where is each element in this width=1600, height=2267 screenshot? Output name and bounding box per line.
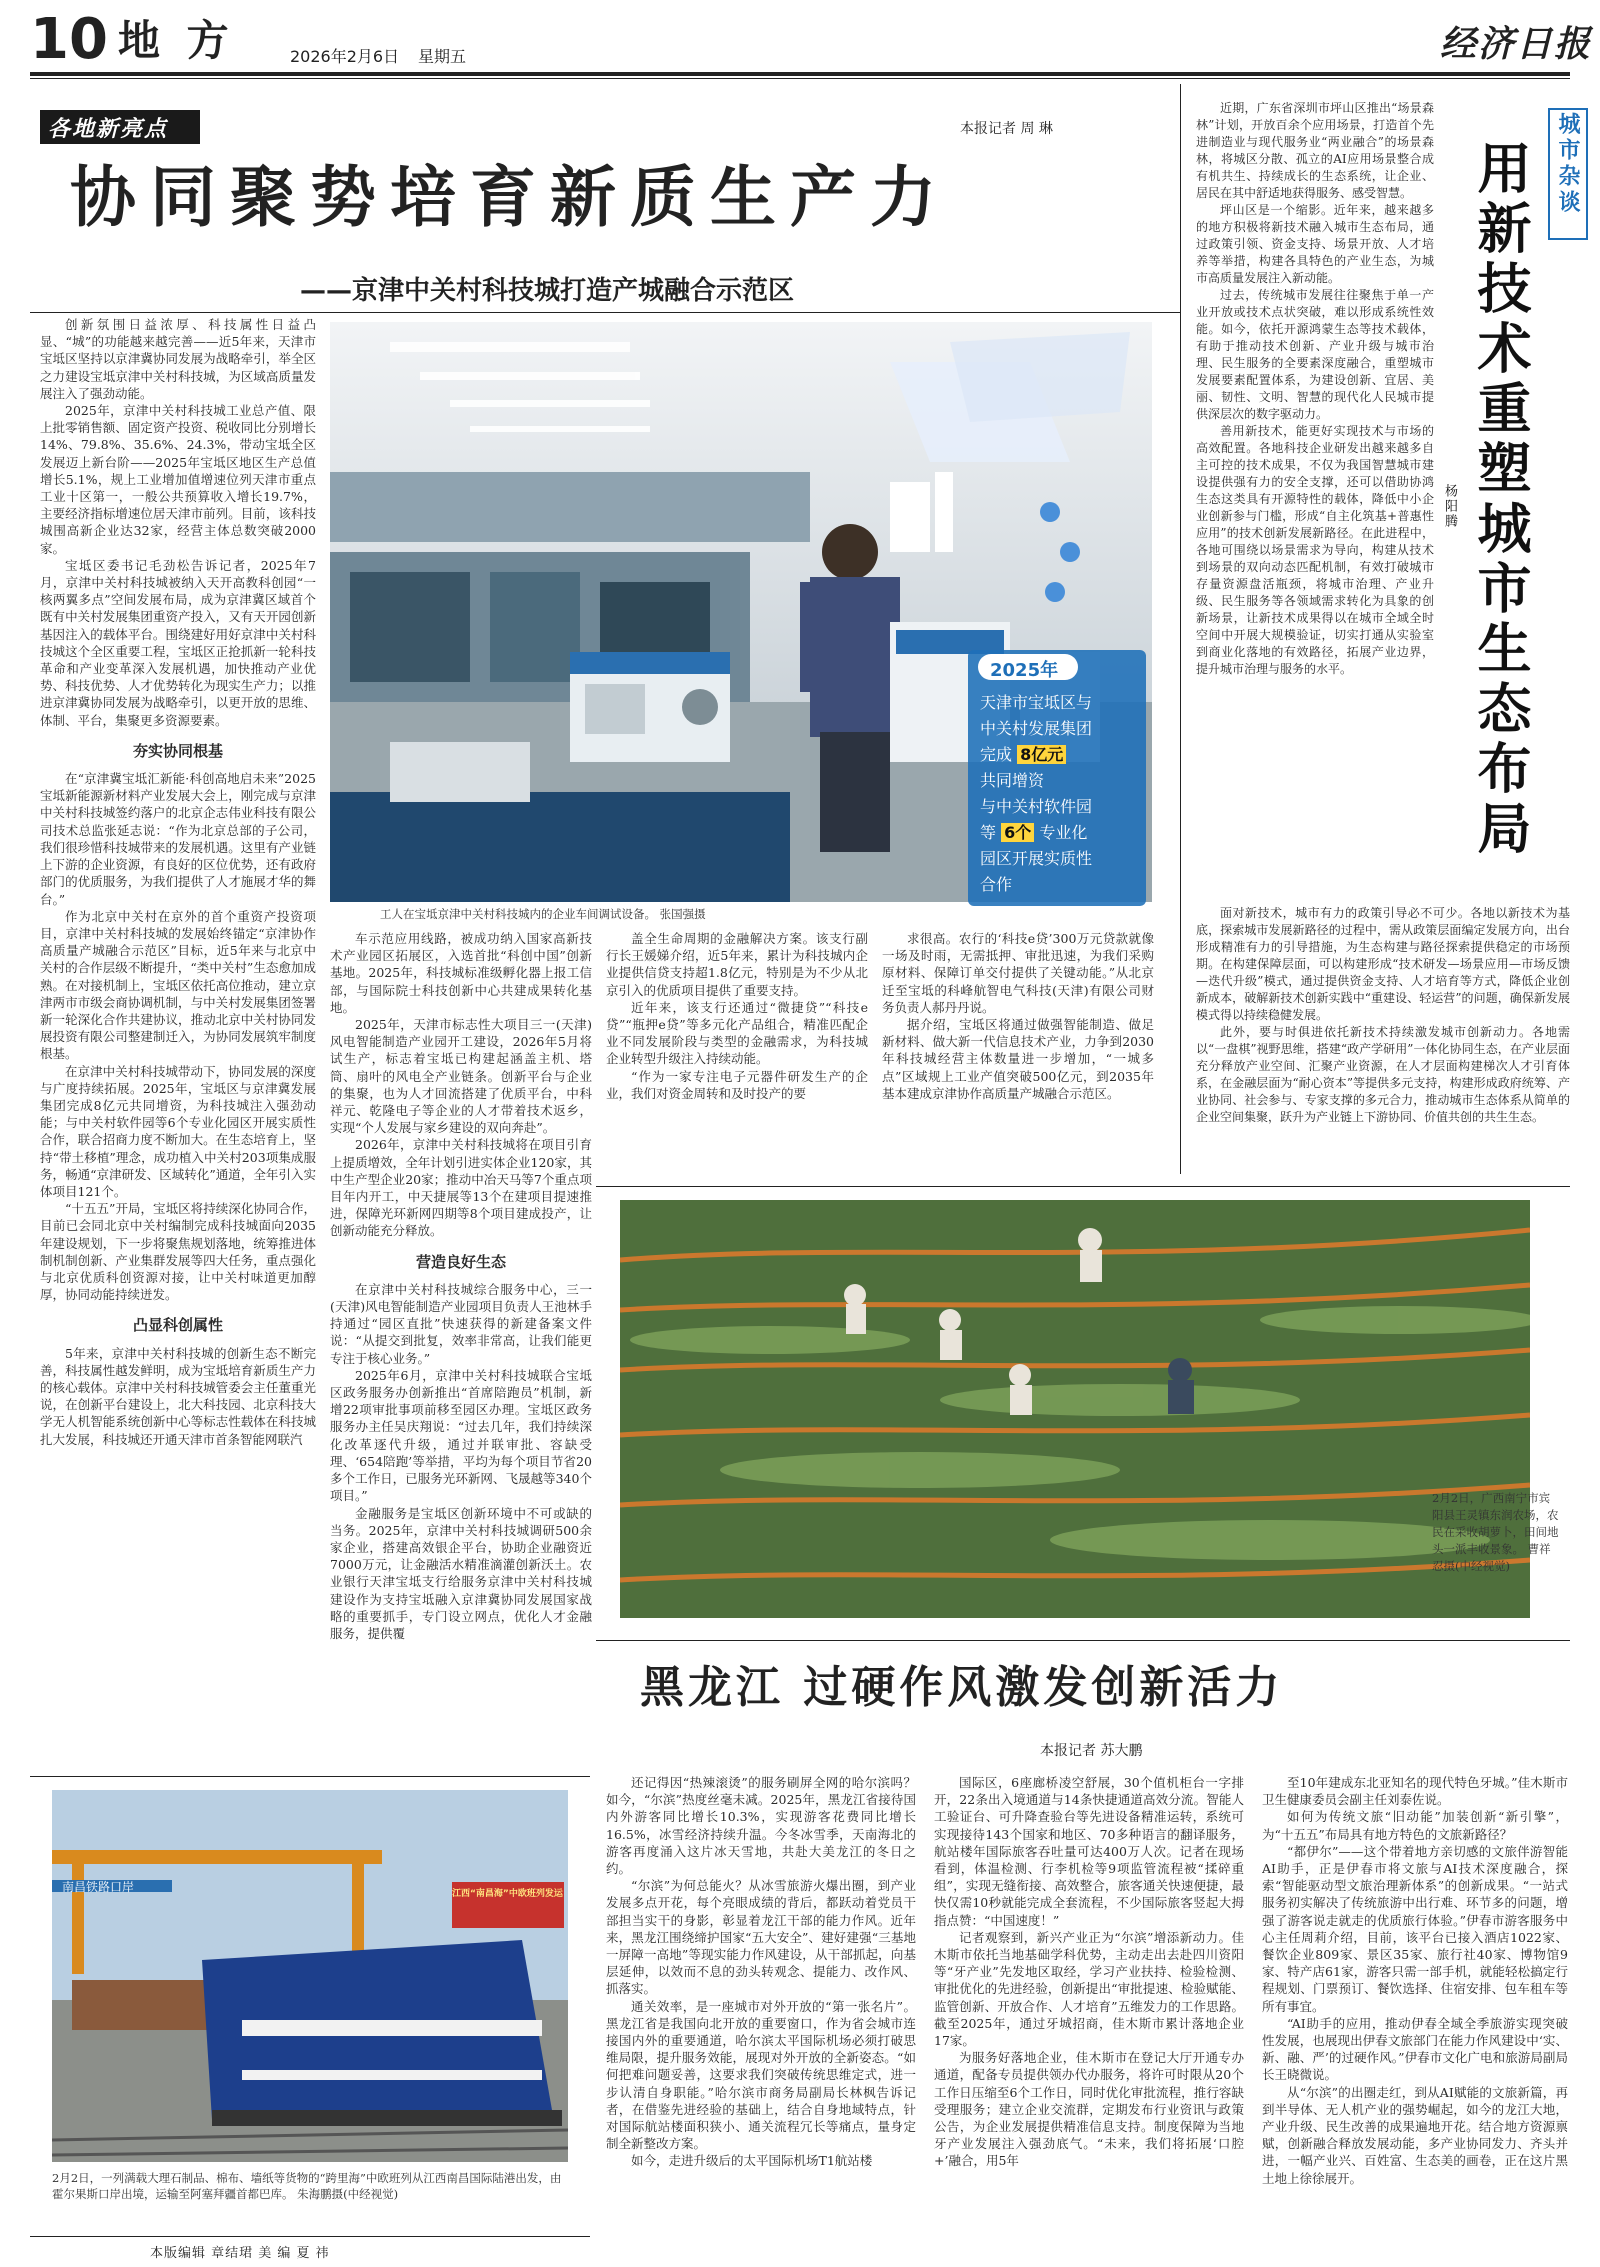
page-number: 10 [30, 7, 108, 72]
paragraph: 通关效率，是一座城市对外开放的“第一张名片”。黑龙江省是我国向北开放的重要窗口，作为省会城市连接国内外的重要通道，哈尔滨太平国际机场必须打破思维局限，提升服务效能，展现对外开放的全新姿态。“如何把难问题妥善，这要求我们突破传统思维定式，进一步认清自身职能。”哈尔滨市商务局副局长林枫告诉记者，在借鉴先进经验的基础上，结合自身地域特点，针对国际航站楼面积狭小、通关流程冗长等痛点，量身定制全新整改方案。 [606, 1998, 916, 2152]
subheading: 营造良好生态 [415, 1252, 506, 1271]
page-editors: 本版编辑 章结珺 美 编 夏 祎 [150, 2246, 330, 2261]
issue-date: 2026年2月6日 [290, 47, 400, 66]
masthead-rule-thin [30, 78, 1570, 79]
train-photo [52, 1790, 568, 2162]
paragraph: 5年来，京津中关村科技城的创新生态不断完善，科技属性越发鲜明，成为宝坻培育新质生产力的核心载体。京津中关村科技城管委会主任董重光说，在创新平台建设上，北大科技园、北京科技大学无人机智能系统创新中心等标志性载体在科技城扎大发展，科技城还开通天津市首条智能网联汽 [40, 1345, 316, 1447]
article2-rule [596, 1640, 1570, 1641]
paragraph: 盖全生命周期的金融解决方案。该支行副行长王媛娣介绍，近5年来，累计为科技城内企业提供信贷支持超1.8亿元，特别是为不少从北京引入的优质项目提供了重要支持。 [606, 931, 868, 998]
infobox-line-part: 等 [980, 823, 997, 842]
infobox-line [980, 742, 1140, 768]
infobox-line: 合作 [980, 875, 1013, 894]
paragraph: “作为一家专注电子元器件研发生产的企业，我们对资金周转和及时投产的要 [606, 1068, 868, 1101]
paragraph: 近期，广东省深圳市坪山区推出“场景森林”计划，开放百余个应用场景，打造首个先进制造业与现代服务业“两业融合”的场景森林，将城区分散、孤立的AI应用场景整合成有机共生、持续成长的生态系统，让企业、居民在其中舒适地获得服务、感受智慧。 [1196, 101, 1434, 200]
paragraph: 金融服务是宝坻区创新环境中不可或缺的当务。2025年，京津中关村科技城调研500余家企业，搭建高效银企平台，协助企业融资近7000万元，让金融活水精准滴灌创新沃土。农业银行天津宝坻支行给服务京津中关村科技城建设作为支持宝坻融入京津冀协同发展国家战略的重要抓手，专门设立网点，优化人才金融服务，提供覆 [330, 1505, 592, 1641]
paragraph: 据介绍，宝坻区将通过做强智能制造、做足新材料、做大新一代信息技术产业，力争到2030年科技城经营主体数量进一步增加，“一城多点”区域规上工业产值突破500亿元，到2035年基本建成京津协作高质量产城融合示范区。 [882, 1017, 1154, 1101]
paragraph: 面对新技术，城市有力的政策引导必不可少。各地以新技术为基底，探索城市发展新路径的过程中，需从政策层面编定发展方向，出台形成精准有力的引导措施，为生态构建与路径探索提供稳定的市场预期。在构建保障层面，可以构建形成“技术研发—场景应用—市场反馈—迭代升级”模式，通过提供资金支持、人才培育等方式，降低企业创新成本，破解新技术创新实践中“重建设、轻运营”的问题，确保新发展模式得以持续稳健发展。 [1196, 906, 1570, 1022]
paragraph: 从“尔滨”的出圈走红，到从AI赋能的文旅新篇，再到半导体、无人机产业的强势崛起，如今的龙江大地，产业升级、民生改善的成果遍地开花。结合地方资源禀赋，创新融合释放发展动能，多产业协同发力、齐头并进，一幅产业兴、百姓富、生态美的画卷，正在这片黑土地上徐徐展开。 [1262, 2084, 1568, 2186]
header-divider [30, 312, 1180, 313]
train-banner: 江西“南昌海”中欧班列发运 [452, 1889, 563, 1899]
paragraph: 创新氛围日益浓厚、科技属性日益凸显、“城”的功能越来越完善——近5年来，天津市宝坻区坚持以京津冀协同发展为战略牵引，举全区之力建设宝坻京津中关村科技城，为区域高质量发展注入了强劲动能。 [40, 317, 316, 401]
sidebar-text-upper [1196, 100, 1434, 900]
sidebar-text-lower [1196, 905, 1570, 1175]
infobox-text [980, 690, 1140, 898]
infobox-line: 中关村发展集团 [980, 719, 1093, 738]
photo-frame-top [596, 1186, 1570, 1187]
paragraph: 在“京津冀宝坻汇新能·科创高地启未来”2025宝坻新能源新材料产业发展大会上，刚完成与京津中关村科技城签约落户的北京企志伟业科技有限公司技术总监张延志说：“作为北京总部的子公司，我们很珍惜科技城带来的发展机遇。这里有产业链上下游的企业资源，有良好的区位优势，还有政府部门的优质服务，为我们提供了人才施展才华的舞台。” [40, 771, 316, 907]
issue-weekday: 星期五 [418, 47, 467, 66]
infobox-line-part: 完成 [980, 745, 1013, 764]
infobox-line: 共同增资 [980, 771, 1045, 790]
paragraph: 在京津中关村科技城带动下，协同发展的深度与广度持续拓展。2025年，宝坻区与京津冀发展集团完成8亿元共同增资，为科技城注入强劲动能；与中关村软件园等6个专业化园区开展实质性合作，联合招商力度不断加大。在生态培育上，坚持“带土移植”理念，成功植入中关村203项集成服务，畅通“京津研发、区域转化”通道，全年引入实体项目121个。 [40, 1063, 316, 1199]
paragraph: 善用新技术，能更好实现技术与市场的高效配置。各地科技企业研发出越来越多自主可控的技术成果，不仅为我国智慧城市建设提供强有力的安全支撑，还可以借助协鸿生态这类具有开源特性的载体，降低中小企业创新参与门槛，形成“自主化筑基+普惠性应用”的技术创新发展新路径。在此进程中，各地可围绕以场景需求为导向，构建从技术到场景的双向动态匹配机制，有效打破城市存量资源盘活瓶颈，将城市治理、产业升级、民生服务等各领域需求转化为具象的创新场景，让新技术成果得以在城市全域全时空间中开展大规模验证，切实打通从实验室到商业化落地的有效路径，拓展产业边界，提升城市治理与服务的水平。 [1196, 424, 1434, 676]
infobox-year: 2025年 [990, 660, 1059, 681]
paragraph: 过去，传统城市发展往往聚焦于单一产业开放或技术点状突破，难以形成系统性效能。如今，依托开源鸿蒙生态等技术载体，有助于推动技术创新、产业升级与城市治理、民生服务的全要素深度融合，重塑城市发展要素配置体系，为建设创新、宜居、美丽、韧性、文明、智慧的现代化人民城市提供深层次的数字驱动力。 [1196, 288, 1434, 421]
paragraph: 车示范应用线路，被成功纳入国家高新技术产业园区拓展区，入选首批“科创中国”创新基地。2025年，科技城标准级孵化器上报工信部，与国际院士科技创新中心共建成果转化基地。 [330, 931, 592, 1015]
paragraph: 至10年建成东北亚知名的现代特色牙城。”佳木斯市卫生健康委员会副主任刘泰佐说。 [1262, 1775, 1568, 1808]
subheading: 凸显科创属性 [132, 1316, 223, 1335]
article2-headline: 黑龙江 过硬作风激发创新活力 [640, 1662, 1284, 1713]
article2-column-3 [1262, 1774, 1568, 2244]
article-subtitle: ——京津中关村科技城打造产城融合示范区 [300, 276, 795, 306]
infobox-line: 园区开展实质性 [980, 849, 1093, 868]
paragraph: 为服务好落地企业，佳木斯市在登记大厅开通专办通道，配备专员提供领办代办服务，将许可时限从20个工作日压缩至6个工作日，同时优化审批流程，推行容缺受理服务；建立企业交流群，定期发布行业资讯与政策公告，为企业发展提供精准信息支持。制度保障为当地牙产业发展注入强劲底气。“未来，我们将拓展‘口腔+’融合，用5年 [934, 2050, 1244, 2169]
paragraph: 如今，走进升级后的太平国际机场T1航站楼 [631, 2153, 873, 2169]
paragraph: 在京津中关村科技城综合服务中心，三一(天津)风电智能制造产业园项目负责人王池林手持通过“园区直批”快速获得的新建备案文件说：“从提交到批复，效率非常高，让我们能更专注于核心业务。” [330, 1281, 592, 1366]
paragraph: 作为北京中关村在京外的首个重资产投资项目，京津中关村科技城的发展始终锚定“京津协作高质量产城融合示范区”目标，近5年来与北京中关村的合作层级不断提升，“类中关村”生态愈加成熟。在对接机制上，宝坻区依托高位推动，建立京津两市市级会商协调机制，与中关村发展集团签署新一轮深化合作共建协议，推动北京中关村协同发展投资有限公司整建制迁入，为协同发展筑牢制度根基。 [40, 908, 316, 1062]
infobox-count: 6个 [1001, 823, 1034, 842]
article2-byline: 本报记者 苏大鹏 [1040, 1743, 1143, 1759]
infobox-line: 与中关村软件园 [980, 797, 1093, 816]
paragraph: 近年来，该支行还通过“微捷贷”“科技e贷”“瓶押e贷”等多元化产品组合，精准匹配企业不同发展阶段与类型的金融需求，为科技城企业转型升级注入持续动能。 [606, 999, 868, 1067]
article2-column-1 [606, 1774, 916, 2244]
article2-column-2 [934, 1774, 1244, 2244]
infobox-line: 天津市宝坻区与 [980, 693, 1093, 712]
section-name: 地 方 [118, 16, 235, 65]
paragraph: “都伊尔”——这个带着地方亲切感的文旅伴游智能AI助手，正是伊春市将文旅与AI技术深度融合，探索“智能驱动型文旅治理新体系”的创新成果。“一站式服务初实解决了传统旅游中出行难、环节多的问题，增强了游客说走就走的优质旅行体验。”伊春市游客服务中心主任周莉介绍，目前，该平台已接入酒店1022家、餐饮企业809家、景区35家、旅行社40家、博物馆9家、特产店61家，游客只需一部手机，就能轻松搞定行程规划、门票预订、餐饮选择、住宿安排、包车租车等所有事宜。 [1262, 1843, 1568, 2014]
article1-column-2 [330, 930, 592, 1890]
harvest-illustration [620, 1200, 1530, 1618]
paragraph: 还记得因“热辣滚烫”的服务刷屏全网的哈尔滨吗？如今，“尔滨”热度丝毫未减。2025年，黑龙江省接待国内外游客同比增长10.3%，实现游客花费同比增长16.5%，冰雪经济持续升温。今冬冰雪季，天南海北的游客再度涌入这片冰天雪地，共赴大美龙江的冬日之约。 [606, 1775, 916, 1877]
paragraph: “十五五”开局，宝坻区将持续深化协同合作，目前已会同北京中关村编制完成科技城面向2035年建设规划，下一步将聚焦规划落地，统筹推进体制机制创新、产业集群发展等四大任务，重点强化与北京优质科创资源对接，让中关村味道更加醇厚，协同动能持续迸发。 [40, 1201, 316, 1303]
station-sign: 南昌铁路口岸 [62, 1880, 135, 1894]
paragraph: 国际区，6座廊桥凌空舒展，30个值机柜台一字排开，22条出入境通道与14条快捷通道高效分流。智能人工验证台、可升降查验台等先进设备精准运转，系统可实现接待143个国家和地区、70多种语言的翻译服务，航站楼年国际旅客吞吐量可达400万人次。记者在现场看到，体温检测、行李机检等9项监管流程被“揉碎重组”，实现无缝衔接、高效整合，旅客通关快速便捷，最快仅需10秒就能完成全套流程，不少国际旅客竖起大拇指点赞：“中国速度！” [934, 1775, 1244, 1928]
infobox-line [980, 820, 1140, 846]
paragraph: “AI助手的应用，推动伊春全域全季旅游实现突破性发展，也展现出伊春文旅部门在能力作风建设中‘实、新、融、严’的过硬作风。”伊春市文化广电和旅游局副局长王晓微说。 [1262, 2015, 1568, 2083]
paragraph: 坪山区是一个缩影。近年来，越来越多的地方积极将新技术融入城市生态布局，通过政策引领、资金支持、场景开放、人才培养等举措，构建各具特色的产业生态，为城市高质量发展注入新动能。 [1196, 203, 1434, 285]
article1-column-4 [882, 930, 1154, 1190]
sidebar-headline: 用新技术重塑城市生态布局 [1469, 140, 1532, 860]
infobox-amount: 8亿元 [1017, 745, 1066, 764]
footer-rule [30, 2236, 590, 2237]
harvest-photo-caption: 2月2日，广西南宁市宾阳县王灵镇东润农场，农民在采收胡萝卜，田间地头一派丰收景象。 曹祥忍摄(中经视觉) [1432, 1491, 1559, 1573]
train-photo-rule [30, 1776, 590, 1777]
infobox-line-part: 专业化 [1039, 823, 1088, 842]
paragraph: 求很高。农行的‘科技e贷’300万元贷款就像一场及时雨，无需抵押、审批迅速，为我们采购原材料、保障订单交付提供了关键动能。”从北京迁至宝坻的科峰航智电气科技(天津)有限公司财务负责人郝丹丹说。 [882, 931, 1154, 1015]
paragraph: 宝坻区委书记毛劲松告诉记者，2025年7月，京津中关村科技城被纳入天开高教科创园“一核两翼多点”空间发展布局，成为京津冀区域首个既有中关村发展集团重资产投入，又有天开园创新基因注入的载体平台。围绕建好用好京津中关村科技城这个全区重要工程，宝坻区正抢抓新一轮科技革命和产业变革深入发展机遇，加快推动产业优势、科技优势、人才优势转化为现实生产力；以推进京津冀协同发展为战略牵引，以更开放的思维、体制、平台，集聚更多资源要素。 [40, 557, 316, 728]
paper-logo: 经济日报 [1440, 23, 1593, 65]
column-tag-label: 各地新亮点 [48, 117, 169, 142]
article1-column-1 [40, 316, 316, 1886]
subheading: 夯实协同根基 [132, 741, 223, 760]
train-photo-caption: 2月2日，一列满载大理石制品、棉布、墙纸等货物的“跨里海”中欧班列从江西南昌国际陆港出发，由霍尔果斯口岸出境，运输至阿塞拜疆首都巴库。 朱海鹏摄(中经视觉) [52, 2171, 562, 2201]
sidebar-tag: 城市杂谈 [1555, 112, 1580, 216]
harvest-photo [620, 1200, 1530, 1618]
article1-column-3 [606, 930, 868, 1190]
sidebar-divider [1180, 84, 1181, 1174]
train-illustration [52, 1790, 568, 2162]
reporter-byline: 本报记者 周 琳 [960, 121, 1053, 137]
paragraph: “尔滨”为何总能火？从冰雪旅游火爆出圈，到产业发展多点开花，每个亮眼成绩的背后，都跃动着党员干部担当实干的身影，彰显着龙江干部的能力作风。近年来，黑龙江围绕缔护国家“五大安全”、建好建强“三基地一屏障一高地”等现实能力作风建设，从干部抓起，向基层延伸，以效而不息的劲头转观念、提能力、改作风、抓落实。 [606, 1878, 916, 1997]
factory-photo-caption: 工人在宝坻京津中关村科技城内的企业车间调试设备。 张国强摄 [380, 907, 706, 921]
paragraph: 记者观察到，新兴产业正为“尔滨”增添新动力。佳木斯市依托当地基础学科优势，主动走出去赴四川资阳等“牙产业”先发地区取经，学习产业扶持、检验检测、审批优化的先进经验，创新提出“审批提速、检验赋能、监管创新、开放合作、人才培育”五维发力的工作思路。截至2025年，通过牙城招商，佳木斯市累计落地企业17家。 [934, 1929, 1244, 2049]
paragraph: 2026年，京津中关村科技城将在项目引育上提质增效，全年计划引进实体企业120家，其中生产型企业20家；推动中冶天马等7个重点项目年内开工，中天捷展等13个在建项目提速推进，保障光环新网四期等8个项目建成投产，让创新动能充分释放。 [330, 1137, 592, 1239]
paragraph: 此外，要与时俱进依托新技术持续激发城市创新动力。各地需以“一盘棋”视野思维，搭建“政产学研用”一体化协同生态，在产业层面充分释放产业空间、汇聚产业资源，在人才层面构建梯次人才引育体系，在金融层面为“耐心资本”等提供多元支持，构建形成政府统筹、产业协同、社会参与、专家支撑的多元合力，推动城市生态体系从简单的企业空间集聚，跃升为产业链上下游协同、价值共创的共生生态。 [1196, 1025, 1570, 1124]
paragraph: 2025年6月，京津中关村科技城联合宝坻区政务服务办创新推出“首席陪跑员”机制，新增22项审批事项前移至园区办理。宝坻区政务服务办主任吴庆翔说：“过去几年，我们持续深化改革逐代升级，通过并联审批、容缺受理、‘654陪跑’等举措，平均为每个项目节省20多个工作日，已服务光环新网、飞晟越等340个项目。” [330, 1367, 592, 1504]
paragraph: 2025年，京津中关村科技城工业总产值、限上批零销售额、固定资产投资、税收同比分别增长14%、79.8%、35.6%、24.3%，带动宝坻全区发展迈上新台阶——2025年宝坻区地区生产总值增长5.1%，规上工业增加值增速位列天津市重点工业十区第一，一般公共预算收入增长19.7%，主要经济指标增速位居天津市前列。目前，该科技城围高新企业达32家，经营主体总数突破2000家。 [40, 403, 316, 556]
paragraph: 如何为传统文旅“旧动能”加装创新“新引擎”，为“十五五”布局具有地方特色的文旅新路径？ [1262, 1809, 1568, 1842]
article-headline: 协同聚势培育新质生产力 [70, 159, 950, 236]
sidebar-author: 杨阳腾 [1442, 484, 1457, 529]
masthead-rule [30, 72, 1570, 76]
paragraph: 2025年，天津市标志性大项目三一(天津)风电智能制造产业园开工建设，2026年5月将试生产，标志着宝坻已构建起涵盖主机、塔筒、扇叶的风电全产业链条。创新平台与企业的集聚，也为人才回流搭建了优质平台，中科祥元、乾隆电子等企业的人才带着技术返乡，实现“个人发展与家乡建设的双向奔赴”。 [330, 1017, 592, 1136]
